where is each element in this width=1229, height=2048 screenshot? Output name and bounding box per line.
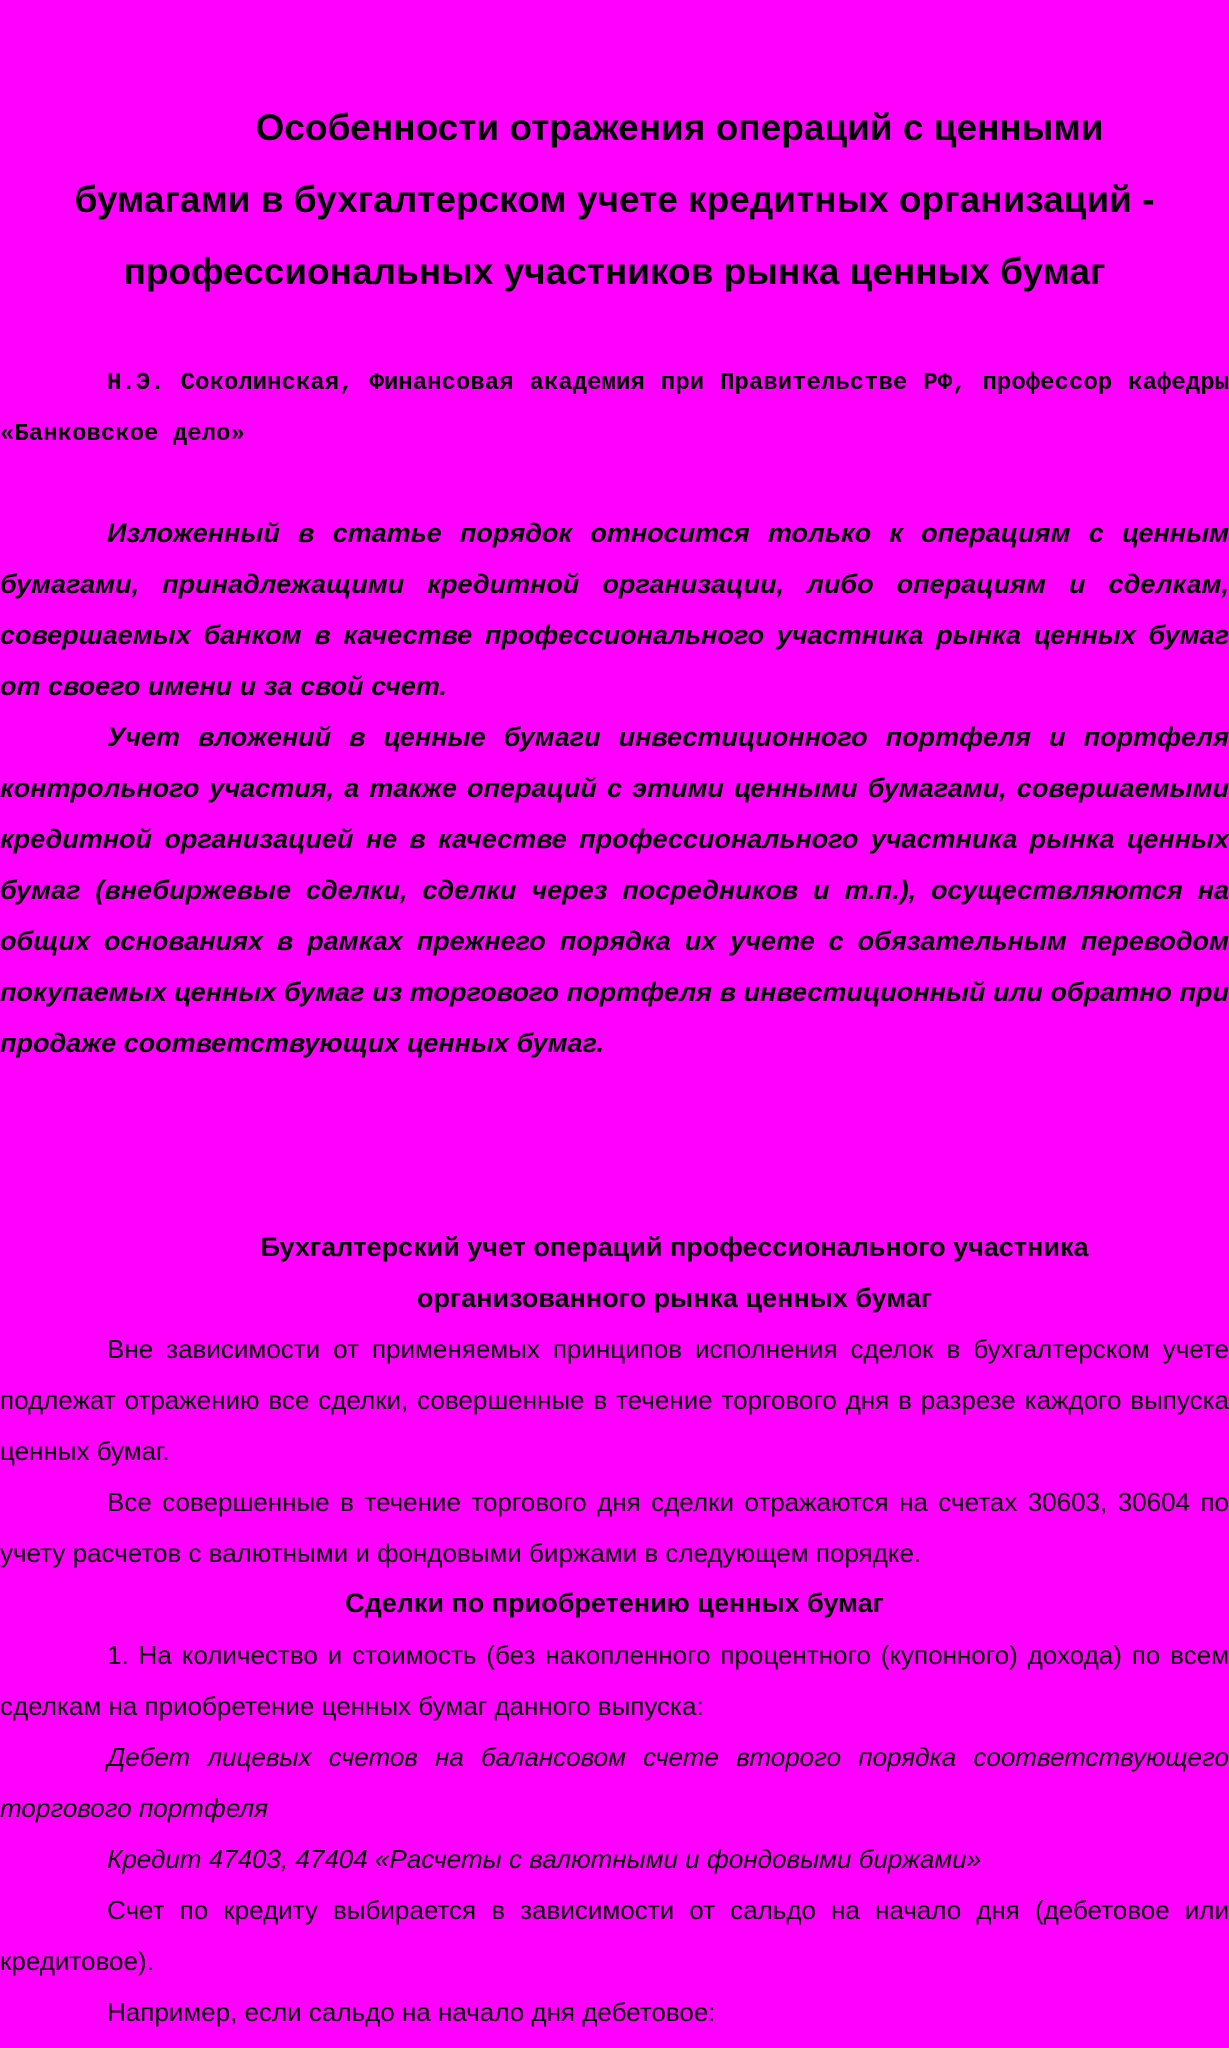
body-paragraph-4: Счет по кредиту выбирается в зависимости от сальдо на начало дня (дебетовое или кредитовое). (0, 1895, 1229, 1976)
title-line-3: профессиональных участников рынка ценных бумаг (123, 251, 1106, 292)
section-heading (0, 1222, 1229, 1324)
author-line: Н.Э. Соколинская, Финансовая академия при Правительстве РФ, профессор кафедры «Банковское дело» (0, 370, 1229, 448)
intro-paragraph-1: Изложенный в статье порядок относится только к операциям с ценным бумагами, принадлежащими кредитной организации, либо операциям и сделкам, совершаемых банком в качестве профессионального участника рынка ценных бумаг от своего имени и за свой счет. (0, 518, 1229, 701)
body-paragraph-5: Например, если сальдо на начало дня дебетовое: (107, 1997, 716, 2027)
credit-entry: Кредит 47403, 47404 «Расчеты с валютными и фондовыми биржами» (107, 1844, 982, 1874)
section-heading-line-1: Бухгалтерский учет операций профессионального участника (260, 1232, 1089, 1262)
intro-paragraph-2: Учет вложений в ценные бумаги инвестиционного портфеля и портфеля контрольного участия, а также операций с этими ценными бумагами, совершаемыми кредитной организацией не в качестве профессионального участника рынка ценных бумаг (внебиржевые сделки, сделки через посредников и т.п.), осуществляются на общих основаниях в рамках прежнего порядка их учете с обязательным переводом покупаемых ценных бумаг из торгового портфеля в инвестиционный или обратно при продаже соответствующих ценных бумаг. (0, 722, 1229, 1058)
body-paragraph-3: 1. На количество и стоимость (без накопленного процентного (купонного) дохода) по всем сделкам на приобретение ценных бумаг данного выпуска: (0, 1640, 1229, 1721)
section-heading-line-2: организованного рынка ценных бумаг (416, 1283, 933, 1313)
title-line-2: бумагами в бухгалтерском учете кредитных организаций - (74, 179, 1155, 220)
body-paragraph-1: Вне зависимости от применяемых принципов исполнения сделок в бухгалтерском учете подлежат отражению все сделки, совершенные в течение торгового дня в разрезе каждого выпуска ценных бумаг. (0, 1334, 1229, 1466)
title-line-1: Особенности отражения операций с ценными (255, 107, 1104, 148)
body-paragraph-2: Все совершенные в течение торгового дня сделки отражаются на счетах 30603, 30604 по учету расчетов с валютными и фондовыми биржами в следующем порядке. (0, 1487, 1229, 1568)
subsection-heading: Сделки по приобретению ценных бумаг (345, 1588, 884, 1618)
article-title (0, 92, 1229, 308)
debit-entry: Дебет лицевых счетов на балансовом счете второго порядка соответствующего торгового портфеля (0, 1742, 1229, 1823)
